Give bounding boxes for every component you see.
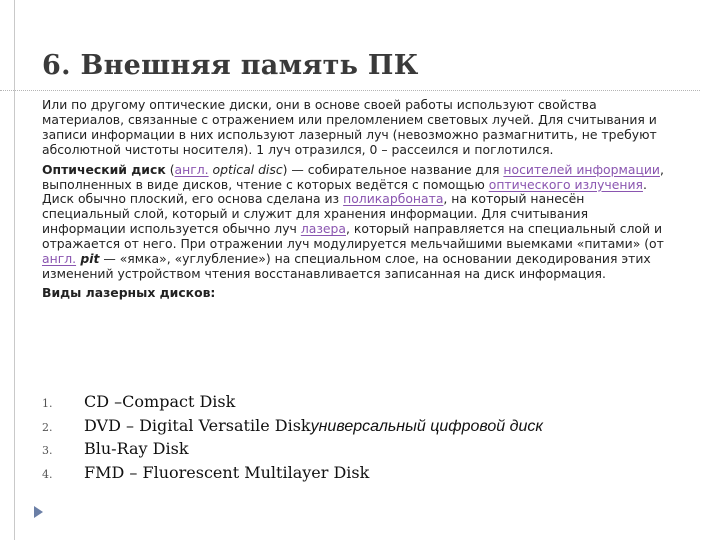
angl-link-2[interactable]: англ. bbox=[42, 251, 77, 267]
slide-body bbox=[42, 98, 666, 306]
def-text-4: . Диск обычно плоский, его основа сделана из bbox=[42, 176, 647, 207]
list-item-number: 3. bbox=[42, 444, 53, 457]
list-item bbox=[42, 416, 682, 440]
list-item bbox=[42, 392, 682, 416]
list-heading: Виды лазерных дисков: bbox=[42, 284, 216, 300]
english-term: optical disc bbox=[208, 161, 283, 177]
intro-paragraph: Или по другому оптические диски, они в основе своей работы используют свойства материалов, связанные с отражением или преломлением световых лучей. Для считывания и записи информации в них используют лазерный луч (невозможно размагнитить, не требуют абсолютной чистоты носителя). 1 луч отразился, 0 – рассеился и поглотился. bbox=[42, 97, 657, 157]
list-item-text: DVD – Digital Versatile Disk bbox=[84, 415, 311, 435]
list-item-text: Blu-Ray Disk bbox=[84, 439, 189, 458]
definition-paragraph bbox=[42, 163, 666, 282]
list-item-extra: универсальный цифровой диск bbox=[310, 417, 543, 435]
izluchenie-link[interactable]: оптического излучения bbox=[488, 176, 643, 192]
pit-term: pit bbox=[76, 251, 100, 267]
title-divider bbox=[0, 90, 700, 92]
def-text-3: , выполненных в виде дисков, чтение с которых ведётся с помощью bbox=[42, 161, 664, 192]
def-text-7: — «ямка», «углубление») на специальном слое, на основании декодирования этих изменений устройством чтения восстанавливается записанная на диск информация. bbox=[42, 251, 651, 281]
slide-title: 6. Внешняя память ПК bbox=[42, 50, 419, 81]
nositeley-link[interactable]: носителей информации bbox=[503, 161, 660, 177]
list-item-number: 1. bbox=[42, 397, 53, 410]
disk-types-list bbox=[42, 392, 682, 486]
triangle-bullet-icon bbox=[34, 506, 43, 518]
def-text-6: , который направляется на специальный слой и отражается от него. При отражении луч модулируется мельчайшими выемками «питами» (от bbox=[42, 221, 664, 252]
list-item bbox=[42, 439, 682, 463]
angl-link-1[interactable]: англ. bbox=[174, 161, 209, 177]
list-item-number: 2. bbox=[42, 420, 53, 434]
definition-term: Оптический диск bbox=[42, 161, 166, 177]
left-rule bbox=[14, 0, 15, 540]
polikarbonat-link[interactable]: поликарбоната bbox=[343, 191, 444, 207]
list-item bbox=[42, 463, 682, 487]
def-text-1: ( bbox=[165, 161, 175, 177]
list-item-text: FMD – Fluorescent Multilayer Disk bbox=[84, 462, 370, 482]
list-item-number: 4. bbox=[42, 467, 53, 481]
def-text-2: ) — собирательное название для bbox=[282, 161, 504, 177]
list-item-text: CD –Compact Disk bbox=[84, 392, 236, 411]
def-text-5: , на который нанесён специальный слой, который и служит для хранения информации. Для считывания информации используется обычно луч bbox=[42, 191, 589, 237]
lazer-link[interactable]: лазера bbox=[300, 221, 346, 237]
